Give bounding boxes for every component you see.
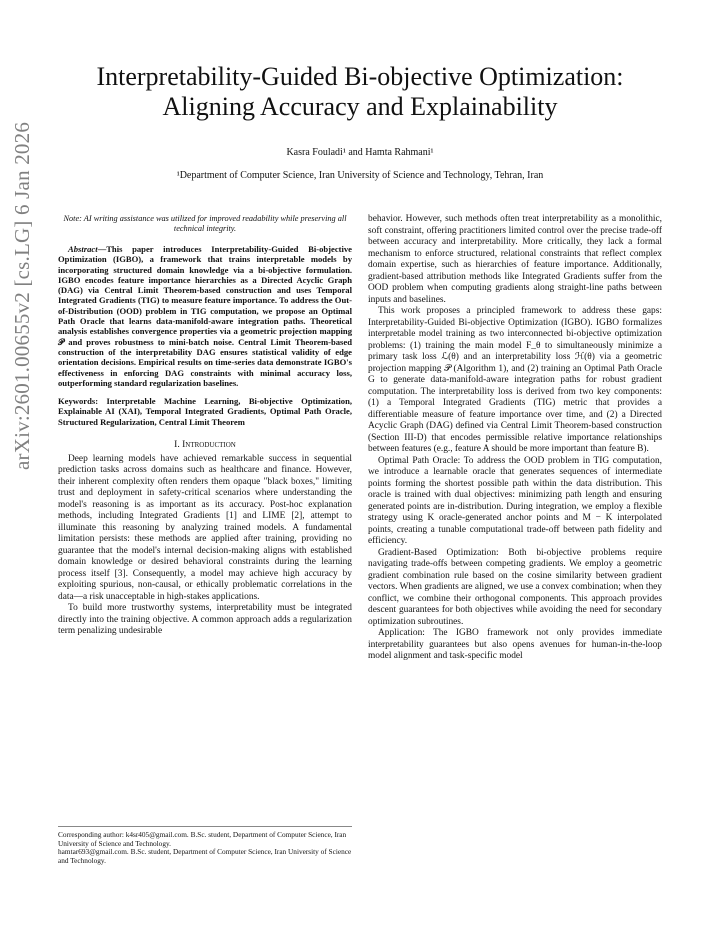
abstract [58,244,352,388]
abstract-text: —This paper introduces Interpretability-Guided Bi-objective Optimization (IGBO), a framework that trains interpretable models by incorporating structured domain knowledge via a bi-objective formulation. IGBO encodes feature importance hierarchies as a Directed Acyclic Graph (DAG) via Central Limit Theorem-based construction and uses Temporal Integrated Gradients (TIG) to measure feature importance. To address the Out-of-Distribution (OOD) problem in TIG computation, we propose an Optimal Path Oracle that learns data-manifold-aware integration paths. Theoretical analysis establishes convergence properties via a geometric projection mapping 𝒫 and proves robustness to mini-batch noise. Central Limit Theorem-based construction of the interpretability DAG ensures statistical validity of edge orientation decisions. Empirical results on time-series data demonstrate IGBO's effectiveness in enforcing DAG constraints with minimal accuracy loss, outperforming standard regularization baselines. [58,244,352,388]
right-column [368,214,662,663]
intro-paragraph-2: To build more trustworthy systems, interpretability must be integrated directly into the training objective. A common approach adds a regularization term penalizing undesirable [58,603,352,637]
affiliation: ¹Department of Computer Science, Iran University of Science and Technology, Tehran, Iran [176,170,544,181]
footnotes [58,826,352,865]
abstract-label: Abstract [68,244,98,254]
paper-title [60,62,660,122]
ai-writing-note: Note: AI writing assistance was utilized for improved readability while preserving all technical integrity. [63,214,347,233]
right-paragraph-optimal-path-oracle: Optimal Path Oracle: To address the OOD problem in TIG computation, we introduce a learnable oracle that generates sequences of intermediate points forming the shortest possible path within the data distribution. This oracle is trained with dual objectives: minimizing path length and ensuring generated points are in-distribution. During integration, we employ a flexible strategy using K oracle-generated anchor points and M − K interpolated points, creating a tunable computational trade-off between path fidelity and efficiency. [368,455,662,546]
right-paragraph-gradient-optimization: Gradient-Based Optimization: Both bi-objective problems require navigating trade-offs between competing gradients. We employ a geometric gradient combination rule based on the cosine similarity between gradient vectors. When gradients are aligned, we use a convex combination; when they conflict, we combine their orthogonal components. This approach provides descent guarantees for both objectives while avoiding the need for secondary optimization subroutines. [368,547,662,627]
section-heading-introduction: I. Introduction [174,439,236,451]
title-line-1: Interpretability-Guided Bi-objective Optimization: [96,62,624,91]
keywords: Keywords: Interpretable Machine Learning, Bi-objective Optimization, Explainable AI (XAI), Temporal Integrated Gradients, Optimal Path Oracle, Structured Regularization, Central Limit Theorem [58,396,352,427]
title-line-2: Aligning Accuracy and Explainability [162,92,558,121]
arxiv-side-label: arXiv:2601.00655v2 [cs.LG] 6 Jan 2026 [10,121,34,470]
right-paragraph-application: Application: The IGBO framework not only provides immediate interpretability guarantees but also opens avenues for human-in-the-loop model alignment and task-specific model [368,628,662,661]
footnote-corresponding-author: Corresponding author: k4sr405@gmail.com. B.Sc. student, Department of Computer Science, Iran University of Science and Technology. [58,830,347,848]
right-paragraph-2: This work proposes a principled framework to address these gaps: Interpretability-Guided Bi-objective Optimization (IGBO). IGBO formalizes interpretable model training as two interconnected bi-objective optimization problems: (1) training the main model F_θ to simultaneously minimize a primary task loss ℒ(θ) and an interpretability loss ℋ(θ) via a geometric projection mapping 𝒫 (Algorithm 1), and (2) training an Optimal Path Oracle G to generate data-manifold-aware integration paths for robust gradient computation. The interpretability loss is derived from two key components: (1) a Temporal Integrated Gradients (TIG) metric that provides a differentiable measure of feature importance over time, and (2) a Directed Acyclic Graph (DAG) defined via Central Limit Theorem-based construction (Section III-D) that encodes permissible relative importance relationships between features (e.g., feature A should be more important than feature B). [368,306,662,454]
right-paragraph-1: behavior. However, such methods often treat interpretability as a monolithic, soft constraint, offering practitioners limited control over the precise trade-off between accuracy and interpretability. More critically, they lack a formal mechanism to enforce structured, relational constraints that reflect complex domain expertise, such as hierarchies of feature importance. Additionally, gradient-based attribution methods like Integrated Gradients suffer from the OOD problem when computing gradients along straight-line paths between inputs and baselines. [368,214,662,305]
author-list: Kasra Fouladi¹ and Hamta Rahmani¹ [286,147,434,158]
footnote-second-author: hamtar693@gmail.com. B.Sc. student, Department of Computer Science, Iran University of Science and Technology. [58,847,352,865]
intro-paragraph-1: Deep learning models have achieved remarkable success in sequential prediction tasks across domains such as healthcare and finance. However, their inherent complexity often renders them opaque "black boxes," limiting trust and deployment in safety-critical scenarios where understanding the model's reasoning is as important as its accuracy. Post-hoc explanation methods, including Integrated Gradients [1] and LIME [2], attempt to illuminate this reasoning by analyzing trained models. A fundamental limitation persists: these methods are applied after training, providing no guarantee that the model's internal decision-making aligns with established domain knowledge or desired behavioral constraints during the learning process itself [3]. Consequently, a model may achieve high accuracy by exploiting spurious, non-causal, or ethically problematic correlations in the data—a risk unacceptable in high-stakes applications. [58,453,352,602]
left-column [58,214,352,638]
